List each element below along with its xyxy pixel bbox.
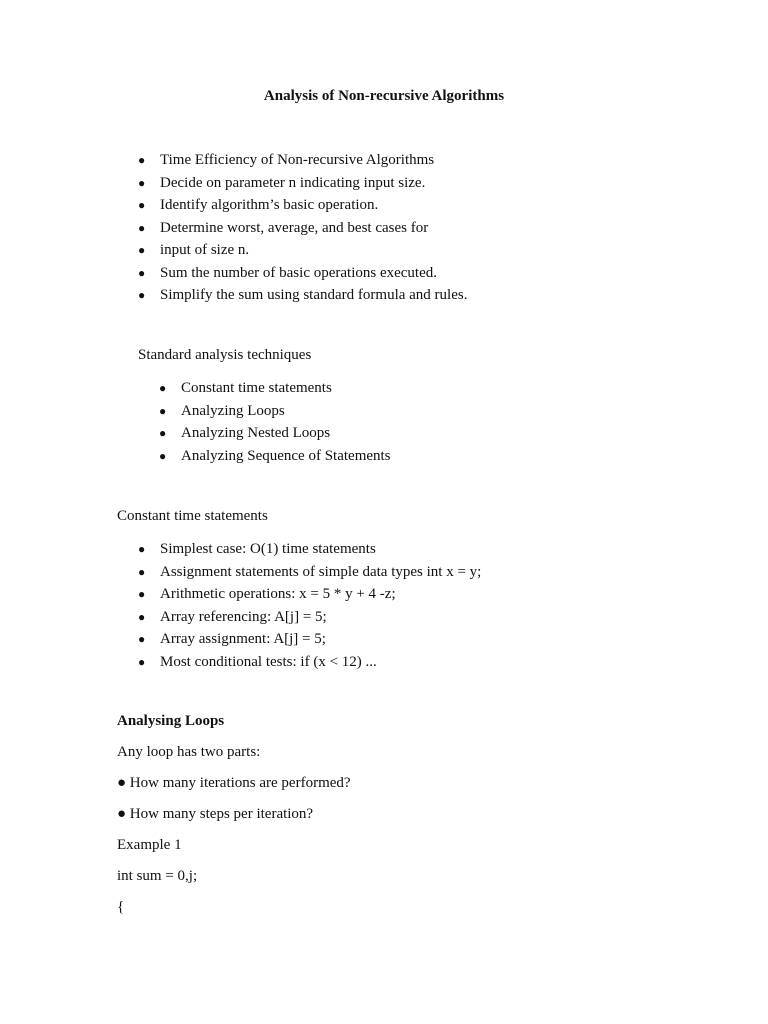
bullet-icon: ● <box>159 448 167 463</box>
bullet-icon: ● <box>138 609 146 624</box>
list-item-text: Identify algorithm’s basic operation. <box>160 197 379 213</box>
list-item-text: Determine worst, average, and best cases for <box>160 219 429 236</box>
loops-heading: Analysing Loops <box>117 713 225 729</box>
list-item-text: input of size n. <box>160 242 250 258</box>
bullet-icon: ● <box>138 632 146 646</box>
list-item <box>159 377 391 400</box>
list-item <box>138 262 467 285</box>
page-title: Analysis of Non-recursive Algorithms <box>263 88 505 104</box>
list-item <box>138 149 467 172</box>
list-item <box>138 583 481 606</box>
list-item-text: Analyzing Loops <box>181 402 285 419</box>
list-item <box>138 284 468 307</box>
list-item <box>138 194 467 217</box>
bullet-icon: ● <box>159 403 167 418</box>
list-item <box>138 651 481 674</box>
example-label: Example 1 <box>117 837 182 853</box>
list-item-text: Decide on parameter n indicating input size. <box>160 174 426 191</box>
list-item <box>138 217 467 240</box>
list-item <box>138 561 482 584</box>
code-line: { <box>117 899 125 915</box>
list-item <box>138 538 481 561</box>
list-item-text: Most conditional tests: if (x < 12) ... <box>160 653 377 670</box>
loops-question-iterations: ● How many iterations are performed? <box>117 775 351 791</box>
bullet-icon: ● <box>138 654 146 669</box>
list-item-text: Array assignment: A[j] = 5; <box>160 631 326 647</box>
constant-time-list <box>138 538 482 673</box>
list-item <box>138 172 467 195</box>
bullet-icon: ● <box>138 243 146 257</box>
bullet-icon: ● <box>138 587 146 601</box>
list-item <box>138 239 467 262</box>
main-bullet-list <box>138 149 468 307</box>
list-item <box>159 400 391 423</box>
bullet-icon: ● <box>138 265 146 280</box>
list-item-text: Simplest case: O(1) time statements <box>160 541 376 557</box>
bullet-icon: ● <box>138 175 146 190</box>
list-item <box>138 628 481 651</box>
bullet-icon: ● <box>138 153 146 167</box>
list-item-text: Assignment statements of simple data types int x = y; <box>160 563 482 580</box>
list-item <box>159 422 391 445</box>
list-item-text: Time Efficiency of Non-recursive Algorithms <box>160 152 435 168</box>
loops-question-steps: ● How many steps per iteration? <box>117 806 314 822</box>
list-item <box>159 445 391 468</box>
bullet-icon: ● <box>138 542 146 556</box>
bullet-icon: ● <box>138 198 146 212</box>
bullet-icon: ● <box>159 381 167 395</box>
list-item-text: Arithmetic operations: x = 5 * y + 4 -z; <box>160 586 396 602</box>
constant-time-heading: Constant time statements <box>117 508 268 524</box>
bullet-icon: ● <box>138 564 146 579</box>
list-item-text: Sum the number of basic operations executed. <box>160 264 438 281</box>
list-item-text: Array referencing: A[j] = 5; <box>160 608 327 625</box>
loops-intro: Any loop has two parts: <box>117 744 261 760</box>
list-item-text: Simplify the sum using standard formula and rules. <box>160 287 468 303</box>
list-item-text: Constant time statements <box>181 380 332 396</box>
bullet-icon: ● <box>138 220 146 235</box>
code-line: int sum = 0,j; <box>117 868 198 884</box>
techniques-list <box>159 377 391 467</box>
list-item-text: Analyzing Nested Loops <box>181 425 331 441</box>
bullet-icon: ● <box>138 288 146 302</box>
techniques-heading: Standard analysis techniques <box>138 347 312 363</box>
list-item-text: Analyzing Sequence of Statements <box>181 447 391 464</box>
list-item <box>138 606 481 629</box>
bullet-icon: ● <box>159 426 167 440</box>
